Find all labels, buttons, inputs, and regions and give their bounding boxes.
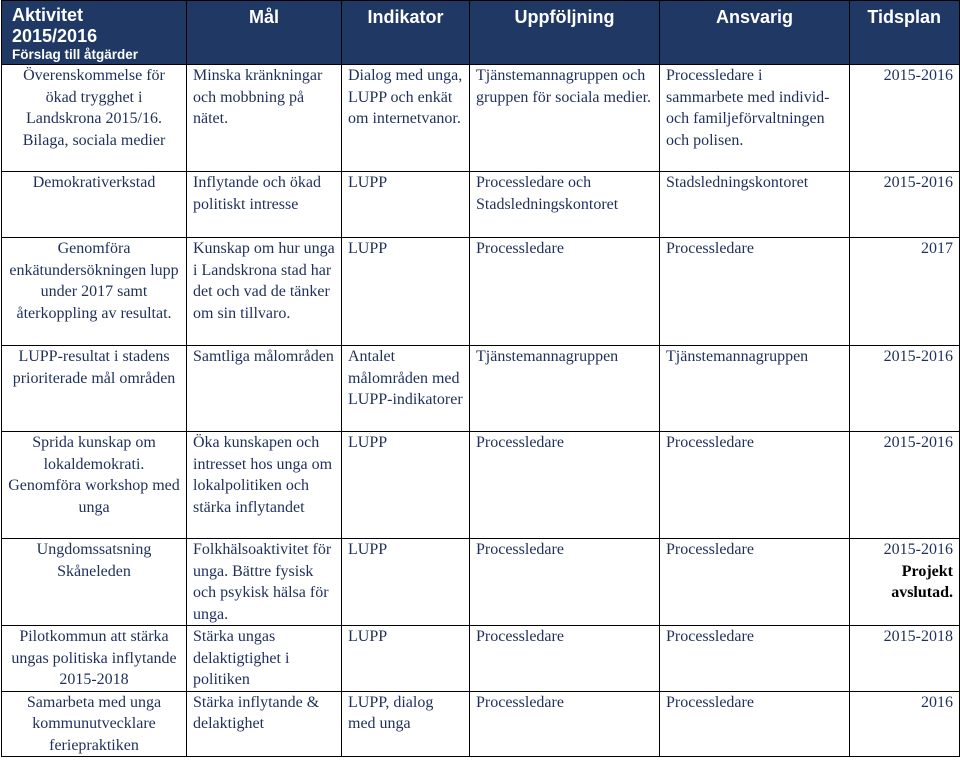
header-activity-line1: Aktivitet (12, 5, 84, 25)
cell-indicator: Dialog med unga, LUPP och enkät om internetvanor. (342, 65, 470, 172)
cell-followup: Tjänstemannagruppen (470, 346, 660, 432)
cell-followup: Processledare (470, 691, 660, 757)
cell-goal: Stärka inflytande & delaktighet (187, 691, 342, 757)
cell-indicator: LUPP (342, 626, 470, 692)
cell-indicator: LUPP (342, 539, 470, 626)
header-responsible: Ansvarig (660, 1, 850, 65)
table-row (2, 172, 960, 238)
cell-followup: Processledare (470, 238, 660, 346)
timeline-note: Projekt avslutad. (891, 562, 953, 601)
timeline-value: 2015-2016 (883, 67, 953, 84)
table-row (2, 65, 960, 172)
cell-goal: Folkhälsoaktivitet för unga. Bättre fysisk och psykisk hälsa för unga. (187, 539, 342, 626)
cell-followup: Processledare och Stadsledningskontoret (470, 172, 660, 238)
cell-goal: Inflytande och ökad politiskt intresse (187, 172, 342, 238)
header-activity-subtitle: Förslag till åtgärder (12, 47, 139, 62)
cell-activity: Sprida kunskap om lokaldemokrati. Genomföra workshop med unga (2, 432, 187, 539)
timeline-value: 2015-2016 (883, 541, 953, 558)
cell-activity: Samarbeta med unga kommunutvecklare feriepraktiken (2, 691, 187, 757)
header-goal: Mål (187, 1, 342, 65)
cell-followup: Processledare (470, 432, 660, 539)
cell-activity: Pilotkommun att stärka ungas politiska inflytande 2015-2018 (2, 626, 187, 692)
cell-responsible: Processledare (660, 539, 850, 626)
timeline-value: 2017 (921, 240, 953, 257)
timeline-value: 2015-2016 (883, 174, 953, 191)
cell-activity: LUPP-resultat i stadens prioriterade mål områden (2, 346, 187, 432)
cell-goal: Samtliga målområden (187, 346, 342, 432)
cell-timeline (850, 238, 960, 346)
cell-activity: Överenskommelse för ökad trygghet i Landskrona 2015/16. Bilaga, sociala medier (2, 65, 187, 172)
cell-timeline (850, 691, 960, 757)
cell-responsible: Processledare (660, 691, 850, 757)
header-activity (2, 1, 187, 65)
table-row (2, 626, 960, 692)
cell-timeline (850, 65, 960, 172)
cell-followup: Tjänstemannagruppen och gruppen för sociala medier. (470, 65, 660, 172)
header-followup: Uppföljning (470, 1, 660, 65)
cell-activity: Demokrativerkstad (2, 172, 187, 238)
table-row (2, 432, 960, 539)
table-row (2, 346, 960, 432)
timeline-value: 2015-2016 (883, 434, 953, 451)
header-activity-line2: 2015/2016 (12, 26, 98, 46)
cell-timeline (850, 432, 960, 539)
cell-goal: Minska kränkningar och mobbning på nätet. (187, 65, 342, 172)
cell-timeline (850, 626, 960, 692)
table-row (2, 238, 960, 346)
cell-indicator: LUPP (342, 238, 470, 346)
cell-goal: Öka kunskapen och intresset hos unga om lokalpolitiken och stärka inflytandet (187, 432, 342, 539)
header-row (2, 1, 960, 65)
cell-timeline (850, 346, 960, 432)
timeline-value: 2016 (921, 693, 953, 711)
cell-followup: Processledare (470, 626, 660, 692)
header-timeline: Tidsplan (850, 1, 960, 65)
cell-responsible: Processledare (660, 238, 850, 346)
cell-responsible: Tjänstemannagruppen (660, 346, 850, 432)
timeline-value: 2015-2018 (883, 628, 953, 645)
cell-activity: Genomföra enkätundersökningen lupp under 2017 samt återkoppling av resultat. (2, 238, 187, 346)
cell-responsible: Processledare i sammarbete med individ- och familjeförvaltningen och polisen. (660, 65, 850, 172)
table-row (2, 539, 960, 626)
cell-indicator: LUPP (342, 432, 470, 539)
cell-indicator: LUPP (342, 172, 470, 238)
cell-timeline (850, 172, 960, 238)
cell-responsible: Processledare (660, 432, 850, 539)
cell-responsible: Stadsledningskontoret (660, 172, 850, 238)
cell-activity: Ungdomssatsning Skåneleden (2, 539, 187, 626)
action-plan-table (1, 0, 960, 757)
cell-responsible: Processledare (660, 626, 850, 692)
table-row (2, 691, 960, 757)
cell-followup: Processledare (470, 539, 660, 626)
cell-indicator: Antalet målområden med LUPP-indikatorer (342, 346, 470, 432)
cell-goal: Stärka ungas delaktigtighet i politiken (187, 626, 342, 692)
timeline-value: 2015-2016 (883, 348, 953, 365)
cell-goal: Kunskap om hur unga i Landskrona stad har det och vad de tänker om sin tillvaro. (187, 238, 342, 346)
cell-indicator: LUPP, dialog med unga (342, 691, 470, 757)
header-indicator: Indikator (342, 1, 470, 65)
cell-timeline (850, 539, 960, 626)
